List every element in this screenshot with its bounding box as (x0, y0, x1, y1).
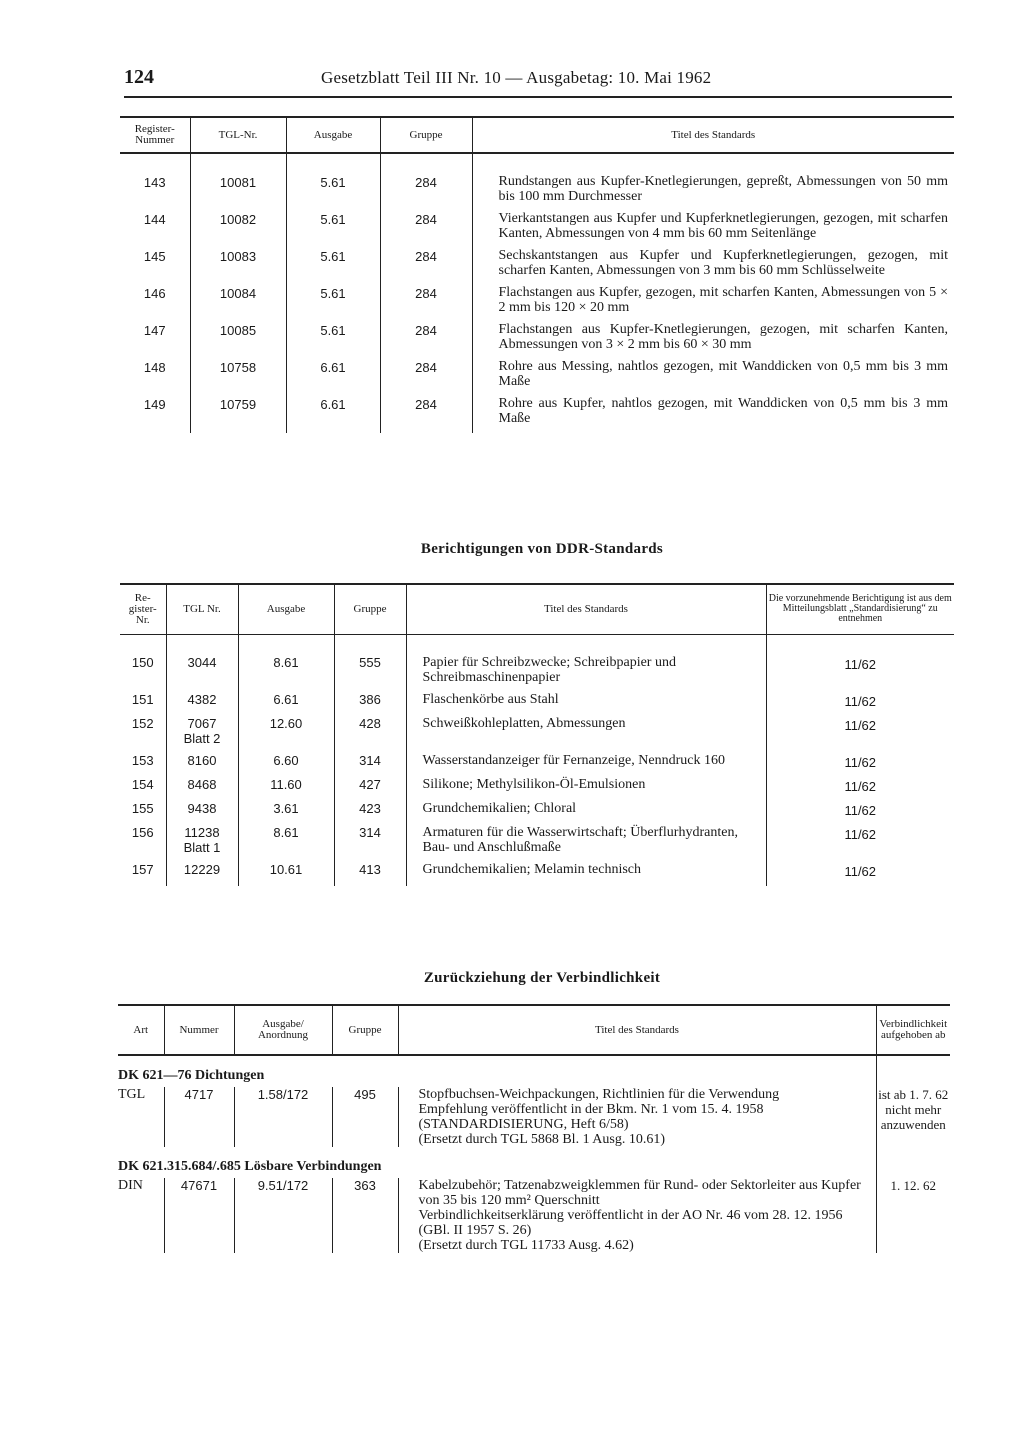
cell-titel: Rohre aus Kupfer, nahtlos gezogen, mit Wanddicken von 0,5 mm bis 3 mm Maße (472, 396, 954, 433)
cell-ausgabe: 6.61 (238, 692, 334, 716)
cell-titel: Grundchemikalien; Chloral (406, 801, 766, 825)
cell-titel: Armaturen für die Wasserwirtschaft; Überflurhydranten, Bau- und Anschlußmaße (406, 825, 766, 862)
table-header-row (120, 117, 954, 153)
cell-ausgabe: 10.61 (238, 862, 334, 886)
col-header-titel: Titel des Standards (398, 1005, 876, 1055)
cell-titel: Papier für Schreibzwecke; Schreibpapier und Schreibmaschinenpapier (406, 655, 766, 692)
cell-gruppe: 555 (334, 655, 406, 692)
cell-register: 155 (131, 800, 154, 816)
tgl-sheet: Blatt 1 (183, 839, 221, 855)
cell-berichtigung: 11/62 (766, 801, 954, 825)
spacer-cell (406, 634, 766, 655)
tgl-sheet: Blatt 2 (183, 730, 221, 746)
section-title-withdrawal: Zurückziehung der Verbindlichkeit (423, 970, 661, 986)
cell-titel: Flachstangen aus Kupfer, gezogen, mit scharfen Kanten, Abmessungen von 5 × 2 mm bis 120 × 20 mm (472, 285, 954, 322)
cell-titel (398, 1178, 876, 1253)
cell-tgl (166, 777, 238, 801)
spacer-row (120, 634, 954, 655)
cell-titel (398, 1087, 876, 1147)
group-heading-validity-spacer (876, 1147, 950, 1178)
tgl-number: 11238 (184, 824, 220, 840)
withdrawal-table (118, 1004, 950, 1253)
cell-berichtigung: 11/62 (766, 655, 954, 692)
table-row (120, 248, 954, 285)
cell-titel: Silikone; Methylsilikon-Öl-Emulsionen (406, 777, 766, 801)
corrections-table-body (120, 634, 954, 886)
cell-ausgabe: 8.61 (238, 655, 334, 692)
col-header-art: Art (133, 1023, 149, 1036)
table-row (120, 777, 954, 801)
standards-table (120, 116, 954, 433)
cell-ausgabe: 5.61 (286, 322, 380, 359)
cell-ausgabe: 6.61 (286, 396, 380, 433)
cell-titel: Grundchemikalien; Melamin technisch (406, 862, 766, 886)
col-header-berichtigung: Die vorzunehmende Berichtigung ist aus dem Mitteilungsblatt „Standardisierung“ zu entnehmen (766, 584, 954, 634)
col-header-titel: Titel des Standards (472, 117, 954, 153)
cell-register: 151 (131, 691, 154, 707)
cell-ausgabe: 8.61 (238, 825, 334, 862)
running-title: Gesetzblatt Teil III Nr. 10 — Ausgabetag: 10. Mai 1962 (321, 68, 712, 87)
cell-berichtigung: 11/62 (766, 862, 954, 886)
cell-gruppe: 284 (380, 248, 472, 285)
col-header-titel: Titel des Standards (406, 584, 766, 634)
cell-register: 149 (143, 397, 166, 412)
table-row (120, 692, 954, 716)
cell-titel: Sechskantstangen aus Kupfer und Kupferknetlegierungen, gezogen, mit scharfen Kanten, Abmessungen von 3 mm bis 60 mm Schlüsselweite (472, 248, 954, 285)
col-header-nummer: Nummer (164, 1005, 234, 1055)
group-heading-row (118, 1055, 950, 1087)
cell-berichtigung: 11/62 (766, 777, 954, 801)
cell-titel: Rohre aus Messing, nahtlos gezogen, mit Wanddicken von 0,5 mm bis 3 mm Maße (472, 359, 954, 396)
col-header-register: Register-Nummer (134, 123, 175, 146)
cell-berichtigung: 11/62 (766, 692, 954, 716)
cell-gruppe: 284 (380, 396, 472, 433)
table-row (120, 862, 954, 886)
table-row (120, 285, 954, 322)
cell-titel: Rundstangen aus Kupfer-Knetlegierungen, gepreßt, Abmessungen von 50 mm bis 100 mm Durchmesser (472, 174, 954, 211)
cell-tgl: 10081 (190, 174, 286, 211)
section-title-corrections: Berichtigungen von DDR-Standards (420, 541, 664, 557)
spacer-cell (120, 634, 166, 655)
cell-berichtigung: 11/62 (766, 825, 954, 862)
cell-ausgabe: 9.51/172 (234, 1178, 332, 1253)
cell-berichtigung: 11/62 (766, 716, 954, 753)
tgl-number: 12229 (183, 861, 221, 877)
cell-ausgabe: 12.60 (238, 716, 334, 753)
page-number: 124 (124, 66, 154, 88)
cell-nummer: 47671 (164, 1178, 234, 1253)
cell-register: 146 (143, 286, 166, 301)
cell-gruppe: 495 (332, 1087, 398, 1147)
cell-tgl (166, 801, 238, 825)
cell-art: DIN (118, 1178, 143, 1193)
spacer-cell (380, 153, 472, 174)
table-row (120, 753, 954, 777)
table-row (120, 396, 954, 433)
col-header-gruppe: Gruppe (380, 117, 472, 153)
cell-nummer: 4717 (164, 1087, 234, 1147)
cell-titel: Vierkantstangen aus Kupfer und Kupferknetlegierungen, gezogen, mit scharfen Kanten, Abmessungen von 4 mm bis 60 mm Seitenlänge (472, 211, 954, 248)
col-header-ausgabe: Ausgabe/ Anordnung (234, 1005, 332, 1055)
cell-tgl: 10759 (190, 396, 286, 433)
spacer-cell (286, 153, 380, 174)
cell-register: 147 (143, 323, 166, 338)
cell-gruppe: 427 (334, 777, 406, 801)
table-row (120, 174, 954, 211)
tgl-number: 3044 (187, 654, 217, 670)
group-heading: DK 621—76 Dichtungen (118, 1068, 265, 1083)
group-heading-row (118, 1147, 950, 1178)
spacer-cell (334, 634, 406, 655)
cell-gruppe: 314 (334, 825, 406, 862)
cell-berichtigung: 11/62 (766, 753, 954, 777)
spacer-cell (120, 153, 190, 174)
cell-register: 153 (131, 752, 154, 768)
table-header-row (120, 584, 954, 634)
table-row (120, 716, 954, 753)
table-row (120, 322, 954, 359)
cell-ausgabe: 3.61 (238, 801, 334, 825)
withdrawal-table-body (118, 1055, 950, 1253)
cell-ausgabe: 6.61 (286, 359, 380, 396)
cell-tgl (166, 655, 238, 692)
group-heading-validity-spacer (876, 1055, 950, 1087)
title-line: (Ersetzt durch TGL 5868 Bl. 1 Ausg. 10.61) (418, 1132, 666, 1147)
col-header-validity: Verbindlichkeit aufgehoben ab (876, 1005, 950, 1055)
cell-gruppe: 284 (380, 285, 472, 322)
cell-ausgabe: 1.58/172 (234, 1087, 332, 1147)
col-header-ausgabe: Ausgabe (286, 117, 380, 153)
cell-tgl (166, 753, 238, 777)
cell-titel: Flachstangen aus Kupfer-Knetlegierungen, gezogen, mit scharfen Kanten, Abmessungen von 3 × 2 mm bis 60 × 30 mm (472, 322, 954, 359)
cell-gruppe: 423 (334, 801, 406, 825)
cell-gruppe: 284 (380, 211, 472, 248)
spacer-cell (472, 153, 954, 174)
cell-tgl: 10083 (190, 248, 286, 285)
table-row (120, 359, 954, 396)
table-row (118, 1178, 950, 1253)
cell-ausgabe: 5.61 (286, 248, 380, 285)
cell-gruppe: 363 (332, 1178, 398, 1253)
tgl-number: 7067 (187, 715, 217, 731)
cell-register: 143 (143, 175, 166, 190)
spacer-cell (166, 634, 238, 655)
cell-register: 156 (131, 824, 154, 840)
title-line: Verbindlichkeitserklärung veröffentlicht in der AO Nr. 46 vom 28. 12. 1956 (GBl. II 1957 S. 26) (418, 1208, 843, 1238)
tgl-number: 8160 (187, 752, 217, 768)
title-line: Kabelzubehör; Tatzenabzweigklemmen für Rund- oder Sektorleiter aus Kupfer von 35 bis 120 mm² Querschnitt (418, 1178, 861, 1208)
cell-validity: ist ab 1. 7. 62 nicht mehr anzuwenden (876, 1087, 950, 1147)
cell-ausgabe: 11.60 (238, 777, 334, 801)
standards-table-body (120, 153, 954, 433)
col-header-register: Re-gister-Nr. (128, 591, 157, 626)
tgl-number: 8468 (187, 776, 217, 792)
cell-register: 157 (131, 861, 154, 877)
cell-gruppe: 314 (334, 753, 406, 777)
cell-gruppe: 284 (380, 359, 472, 396)
cell-tgl: 10084 (190, 285, 286, 322)
cell-gruppe: 386 (334, 692, 406, 716)
cell-validity: 1. 12. 62 (876, 1178, 950, 1253)
cell-tgl (166, 862, 238, 886)
col-header-ausgabe: Ausgabe (238, 584, 334, 634)
cell-titel: Schweißkohleplatten, Abmessungen (406, 716, 766, 753)
col-header-gruppe: Gruppe (334, 584, 406, 634)
cell-titel: Flaschenkörbe aus Stahl (406, 692, 766, 716)
table-header-row (118, 1005, 950, 1055)
cell-tgl (166, 825, 238, 862)
spacer-cell (238, 634, 334, 655)
cell-register: 152 (131, 715, 154, 731)
tgl-number: 9438 (187, 800, 217, 816)
cell-ausgabe: 6.60 (238, 753, 334, 777)
cell-ausgabe: 5.61 (286, 174, 380, 211)
cell-register: 150 (131, 654, 154, 670)
cell-register: 144 (143, 212, 166, 227)
cell-register: 154 (131, 776, 154, 792)
cell-tgl: 10758 (190, 359, 286, 396)
cell-gruppe: 284 (380, 322, 472, 359)
table-row (120, 211, 954, 248)
title-line: Stopfbuchsen-Weichpackungen, Richtlinien für die Verwendung (418, 1087, 780, 1102)
col-header-tgl: TGL Nr. (166, 584, 238, 634)
title-line: (Ersetzt durch TGL 11733 Ausg. 4.62) (418, 1238, 634, 1253)
cell-tgl: 10085 (190, 322, 286, 359)
tgl-number: 4382 (187, 691, 217, 707)
cell-ausgabe: 5.61 (286, 285, 380, 322)
title-line: Empfehlung veröffentlicht in der Bkm. Nr. 1 vom 15. 4. 1958 (STANDARDISIERUNG, Heft 6/58) (418, 1102, 764, 1132)
header-rule (124, 96, 952, 98)
cell-gruppe: 284 (380, 174, 472, 211)
spacer-cell (766, 634, 954, 655)
table-row (118, 1087, 950, 1147)
table-row (120, 655, 954, 692)
cell-register: 148 (143, 360, 166, 375)
page-header (124, 66, 952, 96)
cell-ausgabe: 5.61 (286, 211, 380, 248)
corrections-table (120, 583, 954, 886)
spacer-cell (190, 153, 286, 174)
cell-gruppe: 413 (334, 862, 406, 886)
col-header-gruppe: Gruppe (332, 1005, 398, 1055)
cell-tgl (166, 716, 238, 753)
cell-titel: Wasserstandanzeiger für Fernanzeige, Nenndruck 160 (406, 753, 766, 777)
col-header-tgl: TGL-Nr. (190, 117, 286, 153)
table-row (120, 801, 954, 825)
table-row (120, 825, 954, 862)
cell-tgl: 10082 (190, 211, 286, 248)
cell-gruppe: 428 (334, 716, 406, 753)
cell-art: TGL (118, 1087, 146, 1102)
cell-tgl (166, 692, 238, 716)
cell-register: 145 (143, 249, 166, 264)
spacer-row (120, 153, 954, 174)
group-heading: DK 621.315.684/.685 Lösbare Verbindungen (118, 1159, 382, 1174)
